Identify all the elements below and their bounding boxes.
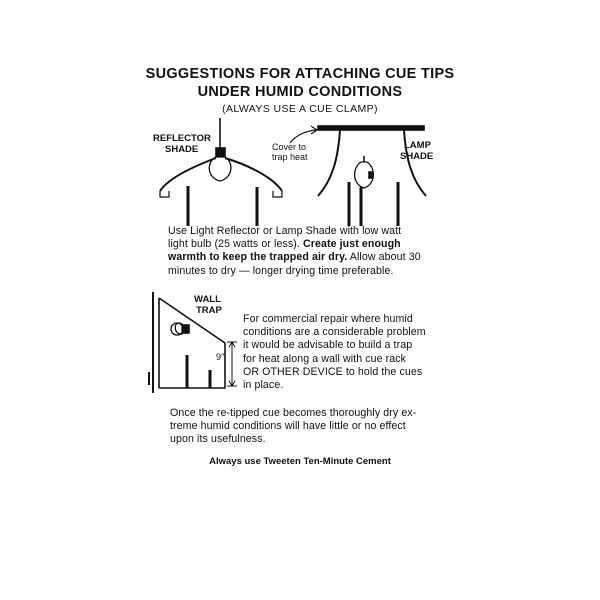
- reflector-label-line-2: SHADE: [165, 144, 199, 155]
- lamp-label-line-1: LAMP: [404, 140, 431, 151]
- paragraph-3-line-1: Once the re-tipped cue becomes thoroughly dry ex-: [170, 407, 417, 419]
- reflector-bulb: [209, 157, 231, 181]
- cover-label-line-2: trap heat: [272, 152, 308, 162]
- cover-label: [272, 142, 308, 162]
- paragraph-2-line-3: it would be advisable to build a trap: [243, 339, 413, 352]
- paragraph-2-line-4: for heat along a wall with cue rack: [243, 352, 407, 365]
- paragraph-1-line-2-bold: Create just enough: [303, 238, 401, 251]
- wall-trap-illustration: [149, 292, 237, 393]
- reflector-label-line-1: REFLECTOR: [153, 133, 211, 144]
- lamp-cover: [318, 126, 424, 130]
- paragraph-1-line-2-text: light bulb (25 watts or less).: [168, 238, 300, 251]
- paragraph-2: [243, 313, 463, 392]
- cover-label-line-1: Cover to: [272, 142, 307, 152]
- title-line-2: UNDER HUMID CONDITIONS: [197, 84, 403, 100]
- wall-label: WALL: [194, 294, 221, 305]
- paragraph-2-line-1: For commercial repair where humid: [243, 313, 413, 325]
- paragraph-2-line-2: conditions are a considerable problem: [243, 326, 426, 339]
- lamp-shade-left: [318, 130, 340, 196]
- paragraph-2-line-5: OR OTHER DEVICE to hold the cues: [243, 365, 423, 378]
- footer-note: Always use Tweeten Ten-Minute Cement: [209, 456, 391, 467]
- reflector-shade-label: [153, 133, 211, 155]
- paragraph-1-line-4: minutes to dry — longer drying time preferable.: [168, 264, 394, 277]
- lamp-shade-label: [400, 140, 433, 162]
- wall-trap-label: [194, 294, 222, 316]
- reflector-shade-shape: [160, 158, 282, 191]
- paragraph-1-line-2: [168, 238, 448, 251]
- reflector-socket: [216, 148, 225, 156]
- paragraph-3: [170, 407, 460, 447]
- title-line-1: SUGGESTIONS FOR ATTACHING CUE TIPS: [145, 66, 455, 82]
- paragraph-1-line-3-bold: warmth to keep the trapped air dry.: [168, 251, 348, 264]
- trap-label: TRAP: [196, 305, 222, 316]
- paragraph-1-line-3-text: Allow about 30: [349, 251, 421, 264]
- paragraph-3-line-3: upon its usefulness.: [170, 433, 266, 446]
- paragraph-3-line-2: treme humid conditions will have little or no effect: [170, 420, 406, 433]
- subtitle: (ALWAYS USE A CUE CLAMP): [222, 103, 378, 115]
- paragraph-1: [168, 225, 448, 278]
- leader-arrow: [290, 126, 317, 143]
- lamp-label-line-2: SHADE: [400, 151, 434, 162]
- paragraph-2-line-6: in place.: [243, 379, 284, 392]
- paragraph-1-line-3: [168, 251, 448, 264]
- paragraph-1-line-1: Use Light Reflector or Lamp Shade with low watt: [168, 225, 402, 237]
- dimension-label: 9": [216, 352, 225, 362]
